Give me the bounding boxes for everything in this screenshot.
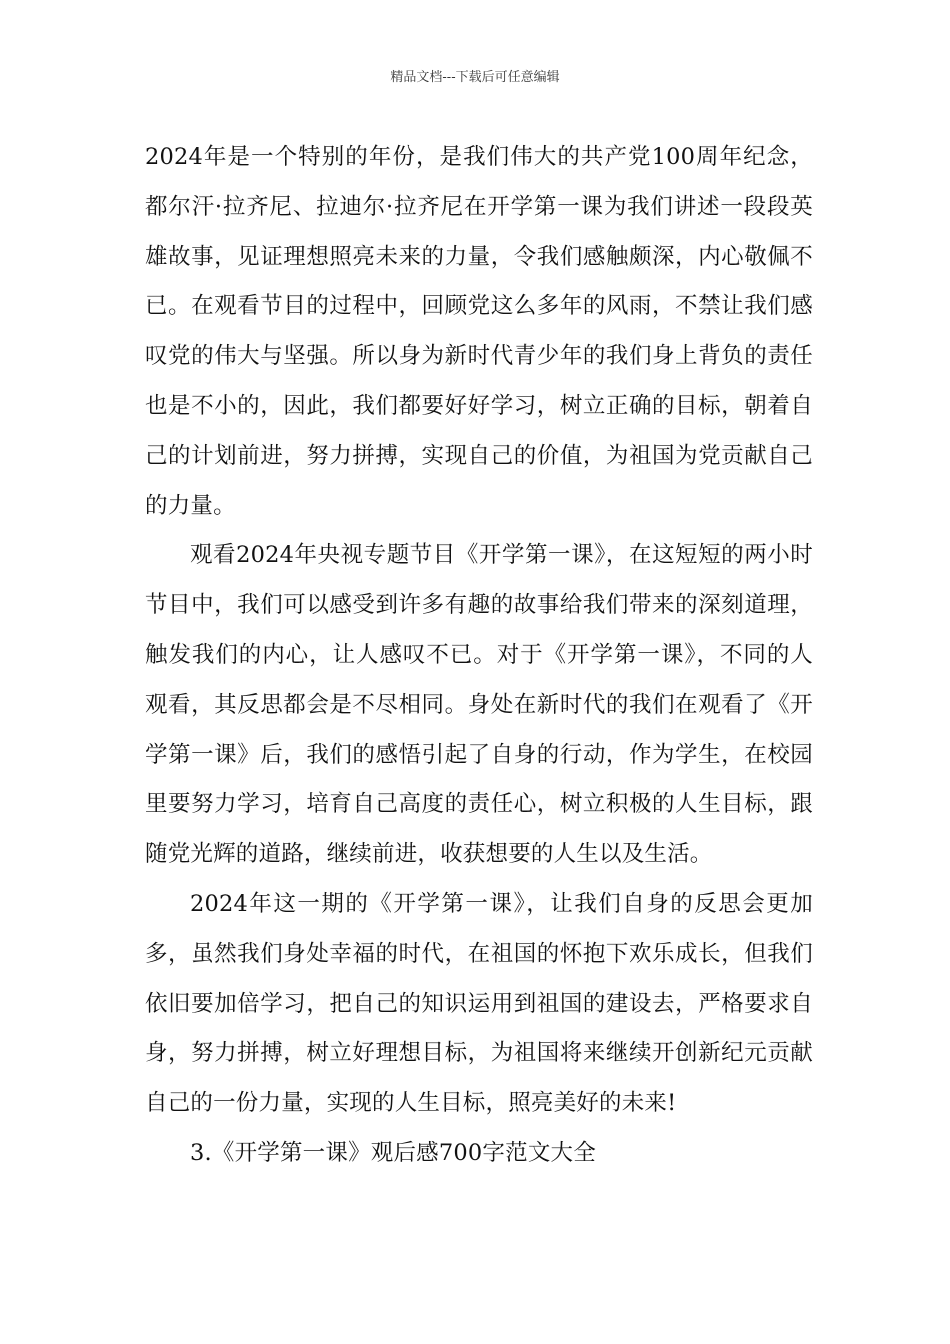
page-header: 精品文档---下载后可任意编辑	[390, 70, 560, 85]
paragraph-3: 2024年这一期的《开学第一课》，让我们自身的反思会更加多，虽然我们身处幸福的时代，在祖国的怀抱下欢乐成长，但我们依旧要加倍学习，把自己的知识运用到祖国的建设去，严格要求自身，努力拼搏，树立好理想目标，为祖国将来继续开创新纪元贡献自己的一份力量，实现的人生目标，照亮美好的未来!	[145, 890, 813, 1117]
document-body	[145, 133, 813, 1179]
section-heading: 3.《开学第一课》观后感700字范文大全	[190, 1139, 596, 1166]
paragraph-1: 2024年是一个特别的年份，是我们伟大的共产党100周年纪念，都尔汗·拉齐尼、拉迪尔·拉齐尼在开学第一课为我们讲述一段段英雄故事，见证理想照亮未来的力量，令我们感触颇深，内心敬佩不已。在观看节目的过程中，回顾党这么多年的风雨，不禁让我们感叹党的伟大与坚强。所以身为新时代青少年的我们身上背负的责任也是不小的，因此，我们都要好好学习，树立正确的目标，朝着自己的计划前进，努力拼搏，实现自己的价值，为祖国为党贡献自己的力量。	[145, 144, 813, 519]
paragraph-2: 观看2024年央视专题节目《开学第一课》，在这短短的两小时节目中，我们可以感受到许多有趣的故事给我们带来的深刻道理，触发我们的内心，让人感叹不已。对于《开学第一课》，不同的人观看，其反思都会是不尽相同。身处在新时代的我们在观看了《开学第一课》后，我们的感悟引起了自身的行动，作为学生，在校园里要努力学习，培育自己高度的责任心，树立积极的人生目标，跟随党光辉的道路，继续前进，收获想要的人生以及生活。	[145, 542, 813, 868]
